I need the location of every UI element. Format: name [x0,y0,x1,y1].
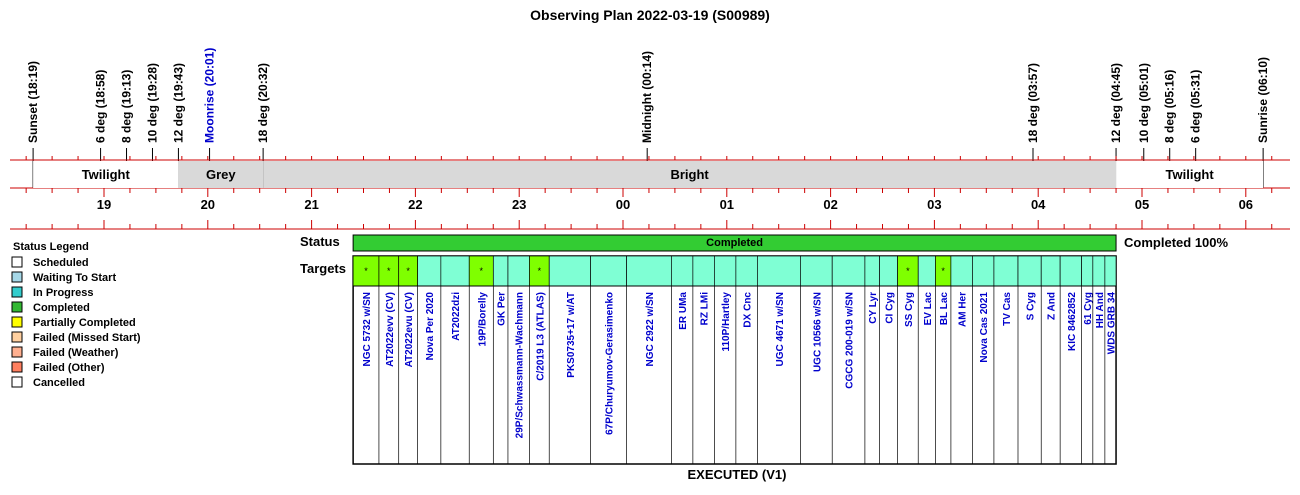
target-name-25: Nova Cas 2021 [979,292,991,363]
target-name-13: RZ LMi [699,292,711,326]
target-name-4: AT2022dzi [451,292,463,341]
hour-label-05: 05 [1134,197,1150,212]
target-name-12: ER UMa [678,292,690,330]
target-mark-21: * [906,266,910,276]
event-label-0: Sunset (18:19) [26,60,41,143]
legend-swatch-0 [12,257,22,267]
target-name-7: 29P/Schwassmann-Wachmann [514,292,526,439]
phase-band [33,161,1263,188]
hour-label-23: 23 [511,197,527,212]
legend-swatch-8 [12,377,22,387]
target-block-11 [627,256,672,286]
target-name-17: UGC 10566 w/SN [812,292,824,373]
hour-label-20: 20 [200,197,216,212]
executed-label: EXECUTED (V1) [687,467,787,482]
event-label-12: 6 deg (05:31) [1188,69,1203,143]
target-name-26: TV Cas [1001,292,1013,326]
target-block-3 [418,256,441,286]
target-name-14: 110P/Hartley [721,292,733,352]
event-label-2: 8 deg (19:13) [119,69,134,143]
target-name-6: GK Per [496,291,508,326]
target-mark-23: * [941,266,945,276]
target-name-22: EV Lac [922,292,934,326]
legend-item-6: Failed (Weather) [33,347,119,359]
status-bar-text: Completed [706,237,764,249]
hour-label-01: 01 [719,197,735,212]
target-block-10 [591,256,627,286]
event-label-5: Moonrise (20:01) [202,47,217,143]
target-name-23: BL Lac [939,292,951,326]
target-mark-5: * [479,266,484,276]
target-name-5: 19P/Borelly [477,291,489,347]
legend-swatch-7 [12,362,22,372]
status-legend [12,241,141,389]
target-block-26 [994,256,1018,286]
status-row [300,234,1229,251]
event-label-1: 6 deg (18:58) [93,69,108,143]
status-summary: Completed 100% [1124,235,1229,250]
hour-label-21: 21 [304,197,319,212]
legend-item-4: Partially Completed [33,317,136,329]
event-label-10: 10 deg (05:01) [1136,62,1151,143]
target-name-28: Z And [1046,292,1058,320]
event-label-8: 18 deg (03:57) [1026,62,1041,143]
legend-item-0: Scheduled [33,257,89,269]
hour-label-22: 22 [408,197,423,212]
target-block-17 [800,256,832,286]
target-block-27 [1018,256,1041,286]
chart-title: Observing Plan 2022-03-19 (S00989) [530,7,770,23]
target-name-15: DX Cnc [742,292,754,328]
target-block-22 [918,256,935,286]
hour-label-02: 02 [823,197,838,212]
event-label-9: 12 deg (04:45) [1109,62,1124,143]
target-name-29: KIC 8462852 [1066,292,1078,351]
legend-title: Status Legend [13,241,89,253]
targets-frame [353,256,1116,464]
target-name-10: 67P/Churyumov-Gerasimenko [604,292,616,435]
target-block-13 [693,256,715,286]
target-name-21: SS Cyg [903,292,915,328]
legend-item-3: Completed [33,302,90,314]
event-label-3: 10 deg (19:28) [145,62,160,143]
target-block-19 [865,256,880,286]
target-mark-1: * [387,266,391,276]
target-block-4 [441,256,469,286]
phase-label-3: Twilight [1165,167,1214,182]
legend-swatch-4 [12,317,22,327]
target-name-8: C/2019 L3 (ATLAS) [535,292,547,381]
target-name-20: CI Cyg [884,292,896,324]
status-label: Status [300,234,340,249]
target-name-18: CGCG 200-019 w/SN [844,292,856,389]
targets-label: Targets [300,261,346,276]
target-name-9: PKS0735+17 w/AT [565,292,577,378]
event-label-11: 8 deg (05:16) [1162,69,1177,143]
target-name-30: 61 Cyg [1083,292,1095,325]
target-block-9 [549,256,590,286]
target-block-12 [671,256,693,286]
phase-label-2: Bright [670,167,709,182]
target-name-19: CY Lyr [868,292,880,324]
hour-label-00: 00 [615,197,631,212]
legend-swatch-1 [12,272,22,282]
legend-item-5: Failed (Missed Start) [33,332,141,344]
target-block-14 [714,256,736,286]
legend-item-8: Cancelled [33,377,85,389]
target-mark-8: * [537,266,542,276]
target-name-11: NGC 2922 w/SN [645,292,657,367]
target-mark-0: * [364,266,368,276]
legend-item-1: Waiting To Start [33,272,117,284]
event-label-4: 12 deg (19:43) [171,62,186,143]
target-name-24: AM Her [957,292,969,328]
target-block-32 [1105,256,1116,286]
hour-label-03: 03 [927,197,942,212]
target-mark-2: * [406,266,410,276]
target-name-31: HH And [1094,292,1106,329]
target-block-18 [832,256,865,286]
target-name-0: NGC 5732 w/SN [362,292,374,367]
legend-swatch-5 [12,332,22,342]
target-name-3: Nova Per 2020 [425,292,437,361]
hour-label-19: 19 [96,197,112,212]
target-block-25 [972,256,994,286]
target-block-31 [1093,256,1105,286]
hour-label-04: 04 [1030,197,1046,212]
event-label-13: Sunrise (06:10) [1256,56,1271,143]
target-block-7 [508,256,530,286]
event-label-6: 18 deg (20:32) [256,62,271,143]
target-block-28 [1041,256,1060,286]
legend-swatch-6 [12,347,22,357]
event-label-7: Midnight (00:14) [640,51,655,143]
target-block-24 [951,256,973,286]
phase-label-0: Twilight [81,167,130,182]
legend-item-7: Failed (Other) [33,362,105,374]
target-name-2: AT2022evu (CV) [404,292,416,368]
target-block-29 [1060,256,1082,286]
target-name-16: UGC 4671 w/SN [774,292,786,367]
targets-row [300,256,1117,464]
target-block-15 [736,256,758,286]
legend-item-2: In Progress [33,287,94,299]
target-block-6 [493,256,508,286]
phase-label-1: Grey [205,167,236,182]
target-block-30 [1082,256,1093,286]
legend-swatch-3 [12,302,22,312]
hour-label-06: 06 [1238,197,1254,212]
target-block-16 [757,256,800,286]
target-block-20 [880,256,898,286]
target-name-27: S Cyg [1025,292,1037,321]
target-name-1: AT2022evv (CV) [384,292,396,367]
target-name-32: WDS GRB 34 [1106,292,1118,355]
legend-swatch-2 [12,287,22,297]
